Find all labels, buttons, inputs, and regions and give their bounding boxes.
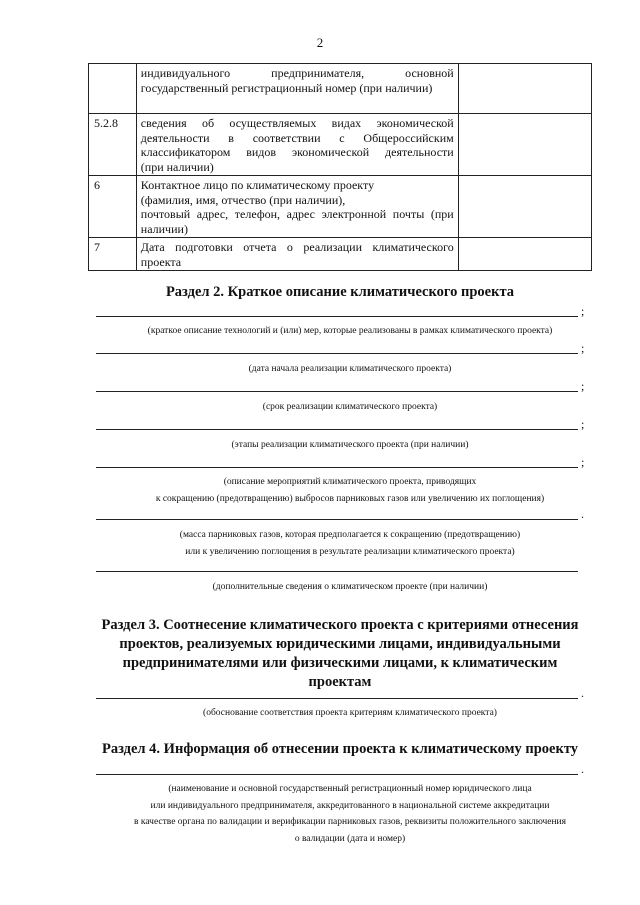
field-caption: (описание мероприятий климатического проекта, приводящих к сокращению (предотвращению) выбросов парниковых газов или увеличению их поглощения) — [155, 477, 545, 504]
line-end-mark: ; — [581, 455, 585, 469]
row-number: 5.2.8 — [89, 114, 137, 176]
field-caption: (масса парниковых газов, которая предполагается к сокращению (предотвращению) или к увеличению поглощения в результате реализации климатического проекта) — [179, 530, 521, 557]
fill-line — [96, 519, 578, 520]
row-description: сведения об осуществляемых видах экономической деятельности в соответствии с Общероссийским классификатором видов экономической деятельности (при наличии) — [136, 114, 458, 176]
table-row — [89, 64, 592, 114]
line-end-mark: ; — [581, 304, 585, 318]
fill-line — [96, 467, 578, 468]
fill-line — [96, 571, 578, 572]
field-caption: (дополнительные сведения о климатическом проекте (при наличии) — [212, 582, 488, 592]
row-description: Дата подготовки отчета о реализации климатического проекта — [136, 238, 458, 271]
page-number: 2 — [316, 35, 324, 50]
row-value-cell — [458, 114, 591, 176]
section-2-title: Раздел 2. Краткое описание климатического проекта — [165, 284, 515, 300]
section-3-title: Раздел 3. Соотнесение климатического проекта с критериями отнесения проектов, реализуемых юридическими лицами, индивидуальными предпринимателями или физическими лицами, к климатическим проектам — [101, 617, 579, 690]
fill-line — [96, 429, 578, 430]
table-row — [89, 176, 592, 238]
row-number — [89, 64, 137, 114]
line-end-mark: ; — [581, 379, 585, 393]
row-description: индивидуального предпринимателя, основной государственный регистрационный номер (при наличии) — [136, 64, 458, 114]
fill-line — [96, 698, 578, 699]
field-caption: (наименование и основной государственный регистрационный номер юридического лица или индивидуального предпринимателя, аккредитованного в национальной системе аккредитации в качестве органа по валидации и верификации парниковых газов, реквизиты положительного заключения о валидации (дата и номер) — [134, 784, 566, 844]
field-caption: (обоснование соответствия проекта критериям климатического проекта) — [203, 708, 497, 718]
row-number: 7 — [89, 238, 137, 271]
fill-line — [96, 316, 578, 317]
table-row — [89, 114, 592, 176]
row-description: Контактное лицо по климатическому проекту (фамилия, имя, отчество (при наличии), почтовый адрес, телефон, адрес электронной почты (при наличии) — [136, 176, 458, 238]
field-caption: (срок реализации климатического проекта) — [262, 402, 438, 412]
line-end-mark: . — [581, 762, 584, 776]
row-value-cell — [458, 238, 591, 271]
field-caption: (дата начала реализации климатического проекта) — [248, 364, 452, 374]
row-value-cell — [458, 176, 591, 238]
line-end-mark: ; — [581, 417, 585, 431]
report-info-table — [88, 63, 592, 271]
row-number: 6 — [89, 176, 137, 238]
fill-line — [96, 774, 578, 775]
table-row — [89, 238, 592, 271]
line-end-mark: ; — [581, 341, 585, 355]
row-value-cell — [458, 64, 591, 114]
field-caption: (этапы реализации климатического проекта (при наличии) — [231, 440, 469, 450]
field-caption: (краткое описание технологий и (или) мер, которые реализованы в рамках климатического проекта) — [147, 326, 553, 336]
section-4-title: Раздел 4. Информация об отнесении проекта к климатическому проекту — [101, 741, 579, 757]
fill-line — [96, 353, 578, 354]
line-end-mark: . — [581, 686, 584, 700]
line-end-mark: . — [581, 507, 584, 521]
fill-line — [96, 391, 578, 392]
